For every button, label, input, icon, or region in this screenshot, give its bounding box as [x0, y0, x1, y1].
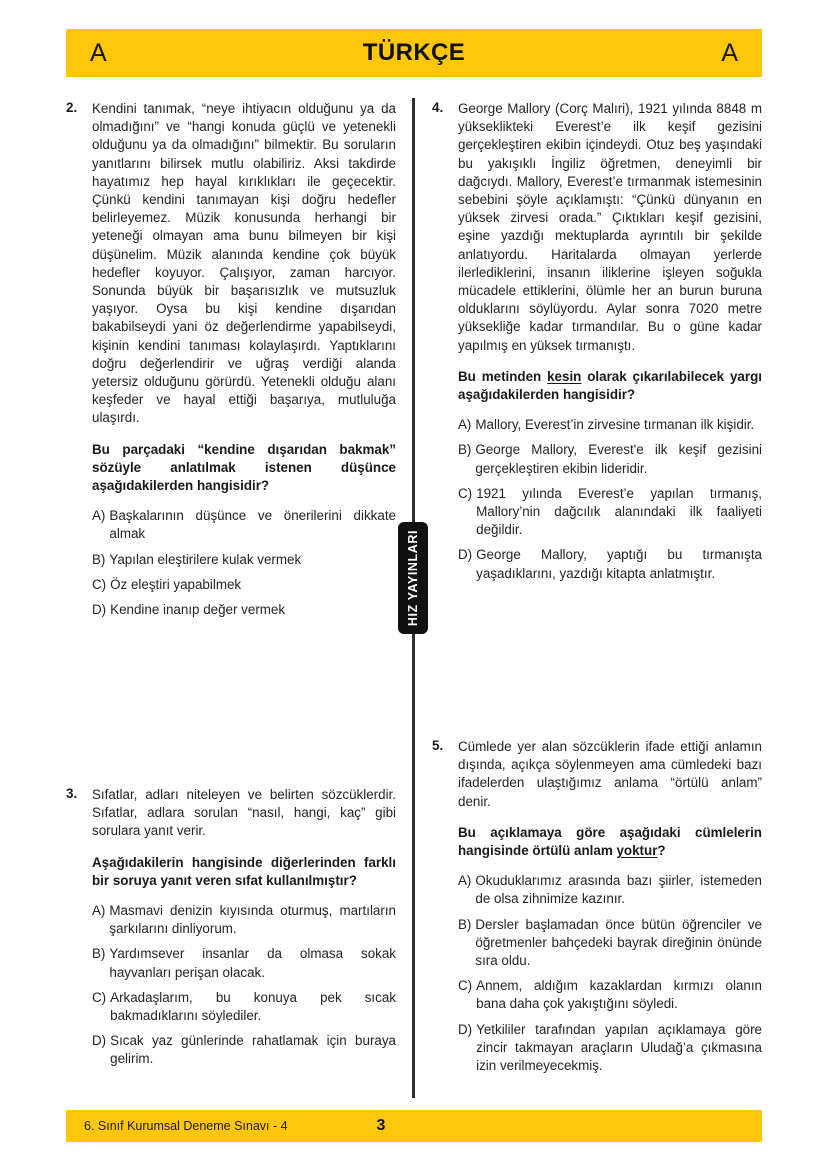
stem-part-before: Aşağıdakilerin hangisinde diğerlerinden farklı bir soruya yanıt veren sıfat kullanılmıştır?: [92, 854, 396, 888]
option-text: Öz eleştiri yapabilmek: [110, 576, 242, 592]
option-item[interactable]: [92, 902, 396, 938]
option-text: 1921 yılında Everest’e yapılan tırmanış, Mallory’nin dağcılık alanındaki ilk faaliyeti değildir.: [476, 485, 762, 538]
left-column: [66, 100, 396, 1067]
page-footer: [66, 1110, 762, 1142]
question-stem: [458, 824, 762, 860]
stem-part-before: Bu parçadaki “kendine dışarıdan bakmak” sözüyle anlatılmak istenen düşünce aşağıdakilerden hangisidir?: [92, 441, 396, 494]
stem-part-after: olarak çıkarılabilecek yargı aşağıdakilerden hangisidir?: [458, 368, 762, 403]
option-letter: A): [458, 417, 472, 433]
option-item[interactable]: [458, 485, 762, 540]
publisher-badge: [398, 522, 428, 634]
options-list: [458, 416, 762, 583]
option-text: Annem, aldığım kazaklardan kırmızı olanın bana daha çok yakıştığını söyledi.: [476, 978, 762, 1012]
option-letter: A): [92, 508, 106, 524]
option-letter: C): [92, 576, 107, 592]
question-number: 2.: [66, 100, 78, 115]
question-stem: [92, 441, 396, 496]
question-body: [458, 100, 762, 583]
question-block-5: [432, 738, 762, 1075]
option-item[interactable]: [458, 1021, 762, 1076]
footer-page-number: 3: [376, 1117, 386, 1134]
question-block-3: [66, 786, 396, 1069]
option-text: Arkadaşlarım, bu konuya pek sıcak bakmadıklarını söylediler.: [110, 989, 396, 1024]
option-item[interactable]: [92, 551, 396, 569]
option-text: Dersler başlamadan önce bütün öğrenciler ve öğretmenler bahçedeki bayrak direğinin önünde sıra oldu.: [475, 916, 762, 969]
question-passage: Sıfatlar, adları niteleyen ve belirten sözcüklerdir. Sıfatlar, adlara sorulan “nasıl, hangi, kaç” gibi sorulara yanıt verir.: [92, 787, 396, 839]
option-text: Başkalarının düşünce ve önerilerini dikkate almak: [109, 508, 396, 542]
page-title: TÜRKÇE: [362, 39, 466, 66]
option-letter: C): [92, 989, 107, 1005]
question-number: 4.: [432, 100, 444, 115]
question-number: 3.: [66, 786, 78, 801]
option-item[interactable]: [458, 441, 762, 477]
option-letter: B): [458, 916, 472, 932]
question-number: 5.: [432, 738, 444, 753]
question-passage: George Mallory (Corç Malıri), 1921 yılında 8848 m yükseklikteki Everest’e ilk keşif gezisini gerçekleştiren ekibin içindeydi. Otuz beş yaşındaki bu yakışıklı İngiliz öğretmen, deneyimli bir dağcıydı. Mallory, Everest’e tırmanmak istemesinin sebebini şöyle açıklamıştı: “Çünkü dünyanın en yüksek zirvesi orada.” Çıktıkları keşif gezisini, eşine yazdığı mektuplarda ayrıntılı bir şekilde anlatıyordu. Haritalarda olmayan yerlerde ilerlediklerini, insanın iliklerine işleyen soğukla mücadele ettiklerini, ölümle her an burun buruna olduklarını söylüyordu. Aylar sonra 7020 metre yüksekliğe kadar tırmandılar. Bu o güne kadar yapılmış en yüksek tırmanıştı.: [458, 101, 762, 353]
page-header: [66, 29, 762, 77]
right-column: [432, 100, 762, 1074]
stem-part-underlined: kesin: [547, 368, 582, 384]
options-list: [92, 902, 396, 1069]
option-letter: D): [92, 602, 107, 618]
question-block-4: [432, 100, 762, 583]
option-letter: A): [92, 903, 106, 919]
question-body: [92, 100, 396, 619]
option-text: Yardımsever insanlar da olmasa sokak hayvanları perişan olacak.: [109, 946, 396, 980]
stem-part-underlined: yoktur: [616, 843, 658, 859]
option-text: Sıcak yaz günlerinde rahatlamak için buraya gelirim.: [110, 1033, 396, 1067]
publisher-badge-label: HIZ YAYINLARI: [406, 529, 421, 627]
option-letter: A): [458, 873, 472, 889]
option-item[interactable]: [92, 945, 396, 981]
stem-part-before: Bu açıklamaya göre aşağıdaki cümlelerin hangisinde örtülü anlam: [458, 824, 762, 859]
question-stem: [92, 854, 396, 890]
header-booklet-letter-right: A: [721, 38, 738, 67]
option-item[interactable]: [92, 576, 396, 594]
option-letter: B): [458, 442, 472, 458]
option-item[interactable]: [458, 916, 762, 971]
stem-part-after: ?: [657, 843, 666, 859]
question-body: [92, 786, 396, 1069]
option-item[interactable]: [92, 601, 396, 619]
header-booklet-letter-left: A: [90, 38, 107, 67]
option-item[interactable]: [458, 872, 762, 908]
option-text: Yetkililer tarafından yapılan açıklamaya göre zincir takmayan araçların Uludağ’a çıkmasına izin verilmeyecekmiş.: [476, 1021, 762, 1074]
question-body: [458, 738, 762, 1075]
option-text: George Mallory, yaptığı bu tırmanışta yaşadıklarını, yazdığı kitapta anlatmıştır.: [476, 547, 762, 581]
option-item[interactable]: [92, 507, 396, 543]
stem-part-before: Bu metinden: [458, 368, 548, 384]
option-text: Mallory, Everest’in zirvesine tırmanan ilk kişidir.: [475, 417, 755, 433]
option-item[interactable]: [458, 977, 762, 1013]
option-letter: C): [458, 485, 473, 501]
option-letter: B): [92, 551, 106, 567]
footer-exam-label: 6. Sınıf Kurumsal Deneme Sınavı - 4: [84, 1119, 288, 1133]
option-text: George Mallory, Everest'e ilk keşif gezisini gerçekleştiren ekibin lideridir.: [475, 442, 762, 476]
question-passage: Cümlede yer alan sözcüklerin ifade ettiği anlamın dışında, açıkça söylenmeyen ama cümledeki bazı ifadelerden ulaştığımız anlama “örtülü anlam” denir.: [458, 739, 762, 809]
option-text: Masmavi denizin kıyısında oturmuş, martıların şarkılarını dinliyorum.: [109, 903, 396, 937]
option-letter: C): [458, 978, 473, 994]
options-list: [92, 507, 396, 619]
option-item[interactable]: [458, 546, 762, 582]
option-item[interactable]: [92, 1032, 396, 1068]
options-list: [458, 872, 762, 1075]
option-letter: B): [92, 946, 106, 962]
question-passage: Kendini tanımak, “neye ihtiyacın olduğunu ya da olmadığını” ve “hangi konuda güçlü ve yetenekli olduğunu ya da olmadığını” bilmektir. Bu soruların yanıtlarını bilirsek mutlu olabiliriz. Aksi takdirde hayatımız hep hayal kırıklıkları ile geçecektir. Çünkü kendini tanımayan kişi doğru hedefler belirleyemez. Müzik konusunda herhangi bir yeteneği olmayan ama bunu bilmeyen bir kişi düşünelim. Müzik alanında kendine çok büyük hedefler koyuyor. Çalışıyor, zaman harcıyor. Sonunda büyük bir başarısızlık ve mutsuzluk yaşıyor. Oysa bu kişi kendine dışarıdan bakabilseydi yani öz değerlendirme yapabilseydi, kişinin kendini tanıması kolaylaşırdı. Yaptıklarını doğru değerlendirir ve uğraş verdiği alanda yetersiz olduğunu görürdü. Yetenekli olduğu alanı keşfeder ve hayal ettiği başarıya, mutluluğa ulaşırdı.: [92, 101, 396, 426]
option-letter: D): [458, 1021, 473, 1037]
question-stem: [458, 368, 762, 404]
option-text: Okuduklarımız arasında bazı şiirler, istemeden de olsa zihnimize kazınır.: [475, 873, 762, 907]
option-letter: D): [92, 1033, 107, 1049]
option-text: Yapılan eleştirilere kulak vermek: [109, 551, 302, 567]
option-item[interactable]: [92, 989, 396, 1025]
option-item[interactable]: [458, 416, 762, 434]
option-text: Kendine inanıp değer vermek: [110, 602, 286, 618]
question-block-2: [66, 100, 396, 619]
option-letter: D): [458, 547, 473, 563]
